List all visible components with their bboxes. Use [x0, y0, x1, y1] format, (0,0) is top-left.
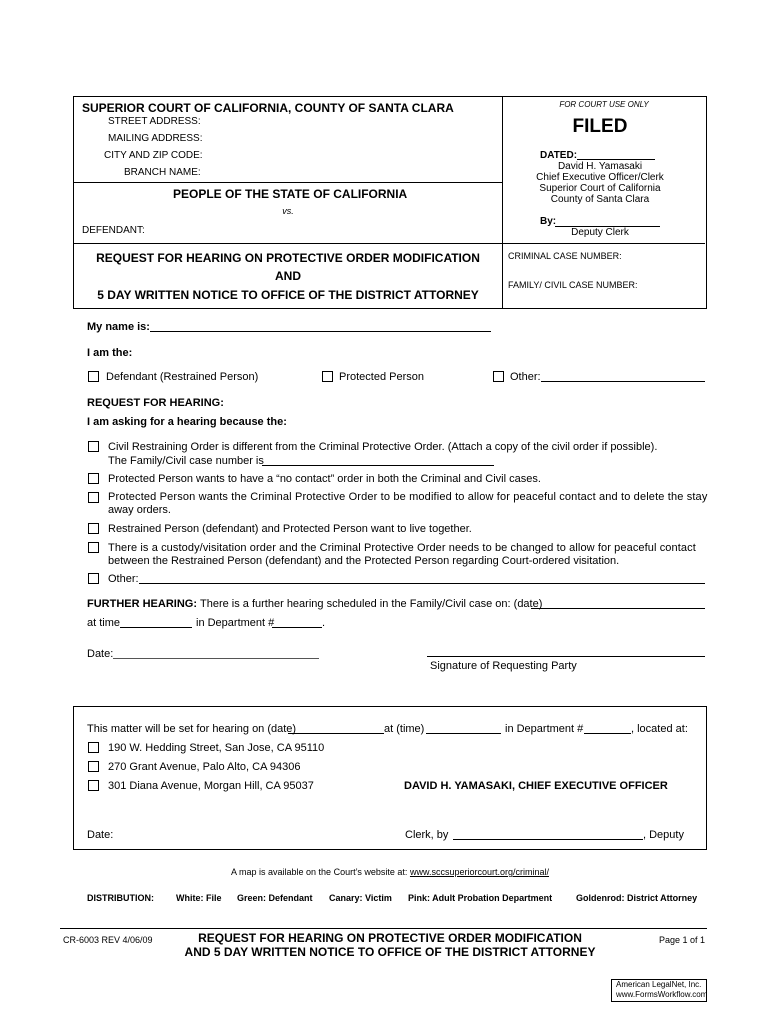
clerk-by-label: Clerk, by: [405, 829, 449, 841]
protected-person-checkbox[interactable]: [322, 371, 333, 382]
reason-5-text: There is a custody/visitation order and the Criminal Protective Order needs to be changed to allow for peaceful contact: [108, 542, 696, 554]
distribution-goldenrod: Goldenrod: District Attorney: [576, 893, 698, 903]
reason-2-checkbox[interactable]: [88, 473, 99, 484]
distribution-label: DISTRIBUTION:: [87, 893, 154, 903]
hearing-time-field[interactable]: [426, 722, 501, 734]
reason-1-case-label: The Family/Civil case number is: [108, 455, 264, 467]
chief-officer-label: DAVID H. YAMASAKI, CHIEF EXECUTIVE OFFICER: [404, 780, 668, 792]
reason-3-text-cont: away orders.: [108, 504, 171, 516]
hearing-date-field[interactable]: [288, 722, 384, 734]
i-am-label: I am the:: [87, 347, 133, 359]
request-title-2: AND: [275, 269, 301, 283]
department-period: .: [322, 617, 326, 629]
city-zip-label: CITY AND ZIP CODE:: [104, 150, 203, 161]
deputy-label: , Deputy: [643, 829, 684, 841]
other-role-field[interactable]: [541, 370, 705, 382]
further-time-field[interactable]: [120, 616, 192, 628]
reason-other-field[interactable]: [139, 572, 705, 584]
mailing-address-label: MAILING ADDRESS:: [108, 133, 203, 144]
defendant-label: DEFENDANT:: [82, 225, 145, 236]
distribution-green: Green: Defendant: [237, 893, 313, 903]
by-line: [555, 215, 660, 227]
my-name-label: My name is:: [87, 321, 150, 333]
form-number: CR-6003 REV 4/06/09: [63, 935, 153, 945]
other-role-checkbox[interactable]: [493, 371, 504, 382]
matter-label: This matter will be set for hearing on (date): [87, 723, 297, 735]
asking-label: I am asking for a hearing because the:: [87, 416, 287, 428]
defendant-checkbox[interactable]: [88, 371, 99, 382]
protected-person-option-label: Protected Person: [339, 371, 424, 383]
reason-3-checkbox[interactable]: [88, 492, 99, 503]
further-hearing-label: FURTHER HEARING:: [87, 598, 197, 610]
location-1-checkbox[interactable]: [88, 742, 99, 753]
court-title: SUPERIOR COURT OF CALIFORNIA, COUNTY OF SANTA CLARA: [82, 101, 454, 115]
reason-4-checkbox[interactable]: [88, 523, 99, 534]
dated-label: DATED:: [540, 150, 578, 161]
location-3-checkbox[interactable]: [88, 780, 99, 791]
parties-divider: [73, 243, 705, 244]
request-heading: REQUEST FOR HEARING:: [87, 397, 224, 409]
reason-1-checkbox[interactable]: [88, 441, 99, 452]
distribution-canary: Canary: Victim: [329, 893, 392, 903]
hearing-department-field[interactable]: [584, 722, 631, 734]
map-note-text: A map is available on the Court’s website at:: [231, 867, 408, 877]
clerk-name: David H. Yamasaki: [557, 161, 643, 172]
clerk-title-3: County of Santa Clara: [550, 194, 650, 205]
court-use-label: FOR COURT USE ONLY: [559, 100, 649, 109]
location-2-checkbox[interactable]: [88, 761, 99, 772]
at-time-label-2: at (time): [384, 723, 425, 735]
deputy-clerk-label: Deputy Clerk: [571, 227, 629, 238]
filed-stamp: FILED: [572, 116, 628, 137]
reason-1-text: Civil Restraining Order is different from the Criminal Protective Order. (Attach a copy of the civil order if possible).: [108, 441, 658, 453]
family-case-number-field[interactable]: [262, 454, 494, 466]
distribution-pink: Pink: Adult Probation Department: [408, 893, 553, 903]
location-1-label: 190 W. Hedding Street, San Jose, CA 95110: [108, 742, 325, 754]
reason-4-text: Restrained Person (defendant) and Protected Person want to live together.: [108, 523, 472, 535]
defendant-option-label: Defendant (Restrained Person): [106, 371, 259, 383]
my-name-field[interactable]: [150, 320, 491, 332]
footer-title-2: AND 5 DAY WRITTEN NOTICE TO OFFICE OF THE DISTRICT ATTORNEY: [184, 945, 596, 959]
further-department-field[interactable]: [272, 616, 322, 628]
request-title-3: 5 DAY WRITTEN NOTICE TO OFFICE OF THE DISTRICT ATTORNEY: [97, 288, 479, 302]
publisher-url: www.FormsWorkflow.com: [616, 990, 708, 999]
reason-6-label: Other:: [108, 573, 139, 585]
criminal-case-label: CRIMINAL CASE NUMBER:: [508, 251, 622, 261]
publisher-name: American LegalNet, Inc.: [616, 980, 702, 989]
street-address-label: STREET ADDRESS:: [108, 116, 201, 127]
at-time-label: at time: [87, 617, 121, 629]
court-date-label: Date:: [87, 829, 114, 841]
in-department-label: in Department #: [196, 617, 275, 629]
reason-2-text: Protected Person wants to have a “no contact” order in both the Criminal and Civil cases.: [108, 473, 541, 485]
clerk-title-1: Chief Executive Officer/Clerk: [536, 172, 664, 183]
location-2-label: 270 Grant Avenue, Palo Alto, CA 94306: [108, 761, 301, 773]
other-role-label: Other:: [510, 371, 541, 383]
reason-5-text-cont: between the Restrained Person (defendant) and the Protected Person regarding Court-ordered visitation.: [108, 555, 620, 567]
versus-label: vs.: [282, 206, 294, 216]
further-hearing-text: There is a further hearing scheduled in the Family/Civil case on: (date): [200, 598, 543, 610]
located-label: , located at:: [631, 723, 688, 735]
in-department-label-2: in Department #: [505, 723, 584, 735]
signature-line[interactable]: [427, 656, 705, 657]
reason-3-text: Protected Person wants the Criminal Protective Order to be modified to allow for peaceful contact and to delete the stay: [108, 491, 708, 503]
further-date-field[interactable]: [531, 597, 705, 609]
reason-6-checkbox[interactable]: [88, 573, 99, 584]
court-website-link[interactable]: www.sccsuperiorcourt.org/criminal/: [409, 867, 549, 877]
date-label: Date:: [87, 648, 114, 660]
page-number: Page 1 of 1: [659, 935, 706, 945]
signature-label: Signature of Requesting Party: [430, 660, 577, 672]
date-field[interactable]: [113, 647, 319, 659]
plaintiff-name: PEOPLE OF THE STATE OF CALIFORNIA: [173, 187, 408, 201]
map-note: [231, 867, 549, 877]
clerk-title-2: Superior Court of California: [539, 183, 661, 194]
court-info-divider: [73, 182, 503, 183]
branch-name-label: BRANCH NAME:: [124, 167, 201, 178]
footer-title-1: REQUEST FOR HEARING ON PROTECTIVE ORDER MODIFICATION: [198, 931, 582, 945]
distribution-white: White: File: [176, 893, 222, 903]
clerk-signature-field[interactable]: [453, 828, 643, 840]
request-title-1: REQUEST FOR HEARING ON PROTECTIVE ORDER MODIFICATION: [96, 251, 480, 265]
footer-rule: [60, 928, 707, 929]
location-3-label: 301 Diana Avenue, Morgan Hill, CA 95037: [108, 780, 314, 792]
family-case-label: FAMILY/ CIVIL CASE NUMBER:: [508, 280, 638, 290]
by-label: By:: [540, 216, 557, 227]
dated-line: [577, 148, 655, 160]
reason-5-checkbox[interactable]: [88, 542, 99, 553]
